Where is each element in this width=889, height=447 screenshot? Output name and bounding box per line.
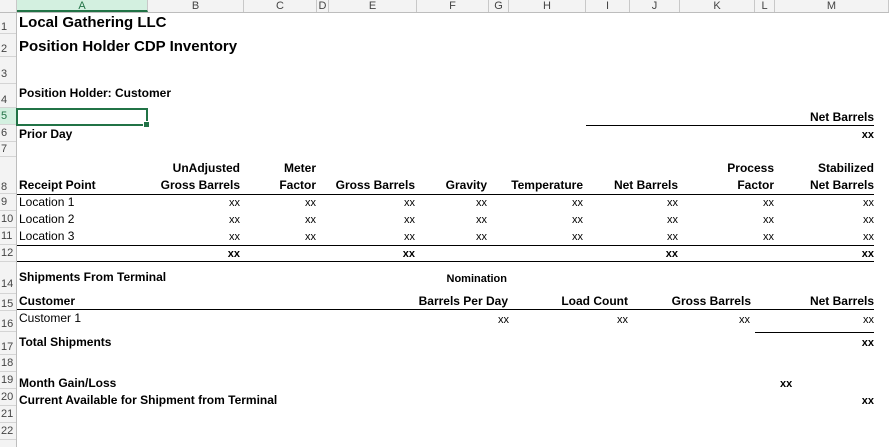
column-header-c[interactable]: C xyxy=(244,0,317,12)
gravity-header[interactable]: Gravity xyxy=(445,178,487,192)
location-1-unadjusted[interactable]: xx xyxy=(229,197,240,209)
selected-cell-a5[interactable] xyxy=(16,108,148,126)
location-1-temperature[interactable]: xx xyxy=(572,197,583,209)
location-3-net[interactable]: xx xyxy=(667,231,678,243)
row-header-8[interactable]: 8 xyxy=(0,157,16,194)
row-header-2[interactable]: 2 xyxy=(0,34,16,57)
barrels-per-day-header[interactable]: Barrels Per Day xyxy=(418,294,508,308)
column-header-l[interactable]: L xyxy=(755,0,775,12)
row-header-20[interactable]: 20 xyxy=(0,389,16,406)
location-2-meter[interactable]: xx xyxy=(305,214,316,226)
row-header-12[interactable]: 12 xyxy=(0,245,16,262)
location-2-gross[interactable]: xx xyxy=(404,214,415,226)
row-header-3[interactable]: 3 xyxy=(0,57,16,84)
shipments-title[interactable]: Shipments From Terminal xyxy=(19,270,167,284)
row-header-18[interactable]: 18 xyxy=(0,355,16,372)
customer-1-name[interactable]: Customer 1 xyxy=(19,311,82,325)
row-header-7[interactable]: 7 xyxy=(0,142,16,157)
total-shipments-line xyxy=(755,332,874,333)
location-3-gravity[interactable]: xx xyxy=(476,231,487,243)
location-2-stabilized[interactable]: xx xyxy=(863,214,874,226)
totals-bottom-line xyxy=(17,261,874,262)
shipments-header-underline xyxy=(17,309,874,310)
net-barrels-ship-header[interactable]: Net Barrels xyxy=(809,294,874,308)
row-header-16[interactable]: 16 xyxy=(0,311,16,332)
customer-1-gross[interactable]: xx xyxy=(739,314,750,326)
location-3-temperature[interactable]: xx xyxy=(572,231,583,243)
position-holder-label[interactable]: Position Holder: Customer xyxy=(19,86,172,100)
row-header-5[interactable]: 5 xyxy=(0,108,16,125)
gross-barrels-header[interactable]: Gross Barrels xyxy=(335,178,415,192)
total-stabilized[interactable]: xx xyxy=(861,248,874,260)
location-2-process[interactable]: xx xyxy=(763,214,774,226)
location-3-stabilized[interactable]: xx xyxy=(863,231,874,243)
receipt-point-header[interactable]: Receipt Point xyxy=(19,178,96,192)
unadjusted-header-line2[interactable]: Gross Barrels xyxy=(160,178,240,192)
stabilized-header-line2[interactable]: Net Barrels xyxy=(809,178,874,192)
total-shipments-value[interactable]: xx xyxy=(861,337,874,349)
location-1-process[interactable]: xx xyxy=(763,197,774,209)
row-header-22[interactable]: 22 xyxy=(0,423,16,440)
column-header-bar xyxy=(0,0,889,13)
location-2-gravity[interactable]: xx xyxy=(476,214,487,226)
column-header-d[interactable]: D xyxy=(317,0,329,12)
net-barrels-header[interactable]: Net Barrels xyxy=(809,110,874,124)
nomination-header-clip xyxy=(417,273,509,286)
stabilized-header-line1[interactable]: Stabilized xyxy=(817,161,874,175)
row-header-14[interactable]: 14 xyxy=(0,262,16,294)
column-header-k[interactable]: K xyxy=(680,0,755,12)
column-header-g[interactable]: G xyxy=(489,0,509,12)
location-2-temperature[interactable]: xx xyxy=(572,214,583,226)
month-gain-loss-value[interactable]: xx xyxy=(780,378,793,390)
location-3-meter[interactable]: xx xyxy=(305,231,316,243)
total-gross[interactable]: xx xyxy=(402,248,415,260)
location-2-net[interactable]: xx xyxy=(667,214,678,226)
location-name[interactable]: Location 3 xyxy=(19,229,75,243)
row-header-10[interactable]: 10 xyxy=(0,211,16,228)
column-header-j[interactable]: J xyxy=(630,0,680,12)
location-name[interactable]: Location 2 xyxy=(19,212,75,226)
location-1-gravity[interactable]: xx xyxy=(476,197,487,209)
load-count-header[interactable]: Load Count xyxy=(561,294,628,308)
column-header-m[interactable]: M xyxy=(775,0,889,12)
receipt-header-underline xyxy=(17,194,874,195)
column-header-a[interactable]: A xyxy=(17,0,148,12)
temperature-header[interactable]: Temperature xyxy=(511,178,583,192)
total-net[interactable]: xx xyxy=(665,248,678,260)
nomination-header[interactable]: Nomination xyxy=(446,273,507,285)
total-unadjusted[interactable]: xx xyxy=(227,248,240,260)
process-factor-header-line1[interactable]: Process xyxy=(727,161,774,175)
row-header-4[interactable]: 4 xyxy=(0,84,16,108)
location-1-meter[interactable]: xx xyxy=(305,197,316,209)
report-subtitle[interactable]: Position Holder CDP Inventory xyxy=(19,38,238,55)
location-1-net[interactable]: xx xyxy=(667,197,678,209)
row-header-11[interactable]: 11 xyxy=(0,228,16,245)
total-shipments-label[interactable]: Total Shipments xyxy=(19,335,112,349)
row-header-1[interactable]: 1 xyxy=(0,13,16,34)
row-header-15[interactable]: 15 xyxy=(0,294,16,311)
row-header-19[interactable]: 19 xyxy=(0,372,16,389)
totals-top-line xyxy=(17,245,874,246)
location-1-gross[interactable]: xx xyxy=(404,197,415,209)
customer-1-load-count[interactable]: xx xyxy=(617,314,628,326)
prior-day-value[interactable]: xx xyxy=(861,129,874,141)
location-1-stabilized[interactable]: xx xyxy=(863,197,874,209)
header-underline xyxy=(586,125,874,126)
row-header-bar xyxy=(0,13,17,447)
month-gain-loss-label[interactable]: Month Gain/Loss xyxy=(19,376,117,390)
process-factor-header-line2[interactable]: Factor xyxy=(737,178,774,192)
column-header-b[interactable]: B xyxy=(148,0,244,12)
location-name[interactable]: Location 1 xyxy=(19,195,75,209)
gross-barrels-ship-header[interactable]: Gross Barrels xyxy=(671,294,751,308)
row-header-6[interactable]: 6 xyxy=(0,125,16,142)
current-available-label[interactable]: Current Available for Shipment from Terminal xyxy=(19,393,278,407)
unadjusted-header-line1[interactable]: UnAdjusted xyxy=(172,161,240,175)
location-2-unadjusted[interactable]: xx xyxy=(229,214,240,226)
report-title[interactable]: Local Gathering LLC xyxy=(19,14,167,31)
net-barrels-receipt-header[interactable]: Net Barrels xyxy=(613,178,678,192)
prior-day-label[interactable]: Prior Day xyxy=(19,127,73,141)
column-header-h[interactable]: H xyxy=(509,0,586,12)
select-all-corner[interactable] xyxy=(0,0,17,12)
column-header-f[interactable]: F xyxy=(417,0,489,12)
row-header-9[interactable]: 9 xyxy=(0,194,16,211)
location-3-unadjusted[interactable]: xx xyxy=(229,231,240,243)
column-header-i[interactable]: I xyxy=(586,0,630,12)
meter-header-line1[interactable]: Meter xyxy=(283,161,316,175)
customer-header[interactable]: Customer xyxy=(19,294,76,308)
location-3-process[interactable]: xx xyxy=(763,231,774,243)
location-3-gross[interactable]: xx xyxy=(404,231,415,243)
row-header-17[interactable]: 17 xyxy=(0,332,16,355)
current-available-value[interactable]: xx xyxy=(861,395,874,407)
customer-1-net[interactable]: xx xyxy=(863,314,874,326)
fill-handle[interactable] xyxy=(143,121,150,128)
meter-header-line2[interactable]: Factor xyxy=(279,178,316,192)
column-header-e[interactable]: E xyxy=(329,0,417,12)
customer-1-barrels-per-day[interactable]: xx xyxy=(498,314,509,326)
row-header-21[interactable]: 21 xyxy=(0,406,16,423)
